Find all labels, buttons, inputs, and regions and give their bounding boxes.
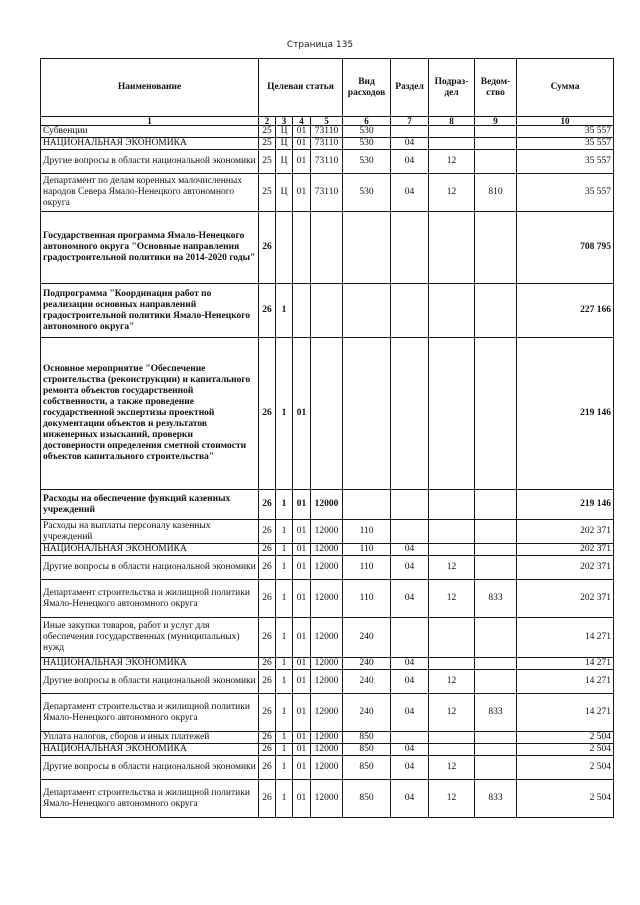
row-c4: 01 (293, 520, 311, 544)
row-name: Департамент по делам коренных малочисленных народов Севера Ямало-Ненецкого автономного округа (41, 174, 259, 212)
row-c6: 240 (343, 618, 391, 658)
row-c3: 1 (276, 694, 293, 732)
row-c8 (429, 658, 475, 670)
row-c9 (475, 618, 517, 658)
row-sum: 35 557 (517, 150, 614, 174)
table-row (41, 756, 614, 780)
row-c9 (475, 670, 517, 694)
col-num: 3 (276, 117, 293, 126)
row-sum: 14 271 (517, 694, 614, 732)
row-c8 (429, 138, 475, 150)
row-c8: 12 (429, 580, 475, 618)
row-c2: 26 (259, 670, 276, 694)
row-c4: 01 (293, 544, 311, 556)
row-name: Основное мероприятие "Обеспечение строительства (реконструкции) и капитального ремонта объектов государственной собственности, а также проведение государственной экспертизы проектной документации объектов и результатов инженерных изысканий, проверки достоверности определения сметной стоимости объектов капитального строительства" (41, 338, 259, 490)
row-c4: 01 (293, 556, 311, 580)
table-row (41, 138, 614, 150)
row-c6: 530 (343, 138, 391, 150)
row-name: Уплата налогов, сборов и иных платежей (41, 732, 259, 744)
row-c2: 25 (259, 150, 276, 174)
row-sum: 227 166 (517, 284, 614, 338)
row-c7 (391, 284, 429, 338)
row-c9 (475, 732, 517, 744)
row-c4: 01 (293, 780, 311, 818)
row-c6 (343, 338, 391, 490)
row-c9 (475, 490, 517, 520)
table-row (41, 658, 614, 670)
header-target: Целевая статья (259, 59, 343, 117)
budget-table (40, 58, 614, 818)
header-row (41, 59, 614, 117)
row-c5: 12000 (311, 780, 343, 818)
row-c9 (475, 126, 517, 138)
row-c4: 01 (293, 756, 311, 780)
row-c5: 12000 (311, 670, 343, 694)
row-c3: Ц (276, 174, 293, 212)
col-num: 2 (259, 117, 276, 126)
row-c5: 73110 (311, 138, 343, 150)
row-c7: 04 (391, 150, 429, 174)
row-c7: 04 (391, 670, 429, 694)
row-c6: 850 (343, 732, 391, 744)
row-c7: 04 (391, 138, 429, 150)
table-row (41, 284, 614, 338)
row-c3: Ц (276, 150, 293, 174)
row-c3: 1 (276, 732, 293, 744)
row-c5: 73110 (311, 174, 343, 212)
row-name: Государственная программа Ямало-Ненецкого автономного округа "Основные направления градостроительной политики на 2014-2020 годы" (41, 212, 259, 284)
row-name: Департамент строительства и жилищной политики Ямало-Ненецкого автономного округа (41, 694, 259, 732)
row-c2: 26 (259, 744, 276, 756)
row-sum: 2 504 (517, 744, 614, 756)
row-c7 (391, 338, 429, 490)
row-c2: 26 (259, 694, 276, 732)
row-c5: 12000 (311, 490, 343, 520)
row-c2: 26 (259, 490, 276, 520)
row-name: Субвенции (41, 126, 259, 138)
row-c6: 850 (343, 780, 391, 818)
row-sum: 35 557 (517, 126, 614, 138)
table-row (41, 556, 614, 580)
row-c3 (276, 212, 293, 284)
row-c3: Ц (276, 138, 293, 150)
row-c4: 01 (293, 150, 311, 174)
row-c7: 04 (391, 780, 429, 818)
row-c3: 1 (276, 670, 293, 694)
row-c8 (429, 284, 475, 338)
row-name: Подпрограмма "Координация работ по реализации основных направлений градостроительной политики Ямало-Ненецкого автономного округа" (41, 284, 259, 338)
row-c2: 26 (259, 732, 276, 744)
row-sum: 2 504 (517, 732, 614, 744)
row-sum: 35 557 (517, 174, 614, 212)
row-c8: 12 (429, 756, 475, 780)
table-row (41, 520, 614, 544)
row-c5: 12000 (311, 694, 343, 732)
row-c9: 833 (475, 780, 517, 818)
row-c5: 12000 (311, 556, 343, 580)
column-number-row (41, 117, 614, 126)
row-sum: 202 371 (517, 580, 614, 618)
row-sum: 708 795 (517, 212, 614, 284)
row-sum: 202 371 (517, 556, 614, 580)
row-sum: 14 271 (517, 658, 614, 670)
row-c8: 12 (429, 150, 475, 174)
row-c8 (429, 618, 475, 658)
row-c3: 1 (276, 284, 293, 338)
table-row (41, 338, 614, 490)
row-c7: 04 (391, 694, 429, 732)
table-row (41, 618, 614, 658)
row-c2: 26 (259, 580, 276, 618)
table-row (41, 174, 614, 212)
row-c7: 04 (391, 744, 429, 756)
header-subsection: Подраз-дел (429, 59, 475, 117)
row-c5: 12000 (311, 580, 343, 618)
row-c8 (429, 338, 475, 490)
row-c2: 26 (259, 338, 276, 490)
row-c7 (391, 520, 429, 544)
table-row (41, 744, 614, 756)
row-c3: 1 (276, 744, 293, 756)
row-c2: 25 (259, 126, 276, 138)
table-row (41, 212, 614, 284)
row-name: НАЦИОНАЛЬНАЯ ЭКОНОМИКА (41, 744, 259, 756)
row-sum: 14 271 (517, 618, 614, 658)
row-c9: 810 (475, 174, 517, 212)
row-c2: 26 (259, 618, 276, 658)
header-expense-type: Вид расходов (343, 59, 391, 117)
row-c7 (391, 618, 429, 658)
col-num: 8 (429, 117, 475, 126)
row-c9 (475, 338, 517, 490)
row-c7 (391, 212, 429, 284)
row-c4 (293, 284, 311, 338)
row-sum: 2 504 (517, 756, 614, 780)
row-name: Иные закупки товаров, работ и услуг для обеспечения государственных (муниципальных) нужд (41, 618, 259, 658)
col-num: 1 (41, 117, 259, 126)
row-c9 (475, 744, 517, 756)
row-c7 (391, 490, 429, 520)
col-num: 6 (343, 117, 391, 126)
row-c5: 12000 (311, 544, 343, 556)
row-c3: 1 (276, 780, 293, 818)
row-c6: 850 (343, 756, 391, 780)
row-c8: 12 (429, 174, 475, 212)
row-c7: 04 (391, 174, 429, 212)
table-row (41, 580, 614, 618)
row-c5: 12000 (311, 732, 343, 744)
row-c2: 25 (259, 174, 276, 212)
row-c5: 73110 (311, 126, 343, 138)
row-c7: 04 (391, 556, 429, 580)
row-name: Расходы на обеспечение функций казенных учреждений (41, 490, 259, 520)
row-c4: 01 (293, 126, 311, 138)
row-c5 (311, 284, 343, 338)
table-row (41, 490, 614, 520)
row-c8 (429, 490, 475, 520)
row-name: Департамент строительства и жилищной политики Ямало-Ненецкого автономного округа (41, 780, 259, 818)
row-c4: 01 (293, 580, 311, 618)
row-c2: 26 (259, 556, 276, 580)
row-c6 (343, 284, 391, 338)
row-name: Другие вопросы в области национальной экономики (41, 556, 259, 580)
col-num: 7 (391, 117, 429, 126)
row-c8: 12 (429, 694, 475, 732)
page-number: Страница 135 (286, 40, 354, 50)
row-c2: 26 (259, 756, 276, 780)
row-c3: 1 (276, 756, 293, 780)
row-c3: 1 (276, 520, 293, 544)
row-c6: 240 (343, 694, 391, 732)
row-name: Другие вопросы в области национальной экономики (41, 756, 259, 780)
row-c5: 12000 (311, 658, 343, 670)
row-c5: 12000 (311, 756, 343, 780)
row-c2: 26 (259, 520, 276, 544)
row-c3: 1 (276, 490, 293, 520)
row-c9 (475, 544, 517, 556)
row-c9: 833 (475, 694, 517, 732)
header-section: Раздел (391, 59, 429, 117)
row-c7: 04 (391, 658, 429, 670)
row-c6: 110 (343, 520, 391, 544)
row-c3: 1 (276, 338, 293, 490)
row-name: Другие вопросы в области национальной экономики (41, 150, 259, 174)
row-sum: 219 146 (517, 338, 614, 490)
row-c3: 1 (276, 618, 293, 658)
row-c9 (475, 756, 517, 780)
table-row (41, 694, 614, 732)
row-c9 (475, 284, 517, 338)
row-c4: 01 (293, 174, 311, 212)
row-c6: 110 (343, 556, 391, 580)
row-c4: 01 (293, 732, 311, 744)
row-c4: 01 (293, 694, 311, 732)
row-c3: Ц (276, 126, 293, 138)
row-c8 (429, 520, 475, 544)
row-c9 (475, 658, 517, 670)
row-c8 (429, 126, 475, 138)
row-c7 (391, 732, 429, 744)
row-name: НАЦИОНАЛЬНАЯ ЭКОНОМИКА (41, 544, 259, 556)
row-c4: 01 (293, 658, 311, 670)
row-c3: 1 (276, 556, 293, 580)
row-c4: 01 (293, 618, 311, 658)
row-sum: 202 371 (517, 520, 614, 544)
table-row (41, 780, 614, 818)
row-c2: 26 (259, 658, 276, 670)
row-name: Департамент строительства и жилищной политики Ямало-Ненецкого автономного округа (41, 580, 259, 618)
col-num: 10 (517, 117, 614, 126)
row-c8: 12 (429, 556, 475, 580)
header-sum: Сумма (517, 59, 614, 117)
row-c3: 1 (276, 544, 293, 556)
table-row (41, 544, 614, 556)
row-c2: 26 (259, 212, 276, 284)
row-c2: 25 (259, 138, 276, 150)
row-name: Другие вопросы в области национальной экономики (41, 670, 259, 694)
row-c7: 04 (391, 580, 429, 618)
row-c7: 04 (391, 544, 429, 556)
row-c9: 833 (475, 580, 517, 618)
row-c5: 12000 (311, 744, 343, 756)
row-c4: 01 (293, 338, 311, 490)
row-c9 (475, 556, 517, 580)
row-name: Расходы на выплаты персоналу казенных учреждений (41, 520, 259, 544)
row-c5 (311, 212, 343, 284)
row-c6 (343, 212, 391, 284)
row-c5: 73110 (311, 150, 343, 174)
row-c4: 01 (293, 138, 311, 150)
row-c6: 240 (343, 670, 391, 694)
row-c4: 01 (293, 744, 311, 756)
row-c8 (429, 544, 475, 556)
row-c2: 26 (259, 544, 276, 556)
row-c4: 01 (293, 670, 311, 694)
row-c3: 1 (276, 580, 293, 618)
row-c8: 12 (429, 670, 475, 694)
row-c5: 12000 (311, 618, 343, 658)
row-c8 (429, 744, 475, 756)
row-c9 (475, 212, 517, 284)
row-c6: 530 (343, 126, 391, 138)
row-sum: 14 271 (517, 670, 614, 694)
header-dept: Ведом-ство (475, 59, 517, 117)
row-c6: 110 (343, 544, 391, 556)
row-c9 (475, 520, 517, 544)
row-c5 (311, 338, 343, 490)
row-sum: 202 371 (517, 544, 614, 556)
table-row (41, 150, 614, 174)
row-c8 (429, 212, 475, 284)
row-c6: 530 (343, 150, 391, 174)
table-row (41, 732, 614, 744)
row-c2: 26 (259, 284, 276, 338)
table-row (41, 126, 614, 138)
row-c4 (293, 212, 311, 284)
row-c6 (343, 490, 391, 520)
row-c8: 12 (429, 780, 475, 818)
col-num: 4 (293, 117, 311, 126)
row-name: НАЦИОНАЛЬНАЯ ЭКОНОМИКА (41, 138, 259, 150)
row-sum: 2 504 (517, 780, 614, 818)
row-c3: 1 (276, 658, 293, 670)
row-c6: 850 (343, 744, 391, 756)
col-num: 9 (475, 117, 517, 126)
row-c6: 240 (343, 658, 391, 670)
row-c2: 26 (259, 780, 276, 818)
row-c4: 01 (293, 490, 311, 520)
table-row (41, 670, 614, 694)
row-sum: 219 146 (517, 490, 614, 520)
row-c7 (391, 126, 429, 138)
row-c7: 04 (391, 756, 429, 780)
row-c6: 530 (343, 174, 391, 212)
col-num: 5 (311, 117, 343, 126)
header-name: Наименование (41, 59, 259, 117)
row-c8 (429, 732, 475, 744)
row-c5: 12000 (311, 520, 343, 544)
row-c9 (475, 150, 517, 174)
row-c9 (475, 138, 517, 150)
row-name: НАЦИОНАЛЬНАЯ ЭКОНОМИКА (41, 658, 259, 670)
row-c6: 110 (343, 580, 391, 618)
row-sum: 35 557 (517, 138, 614, 150)
